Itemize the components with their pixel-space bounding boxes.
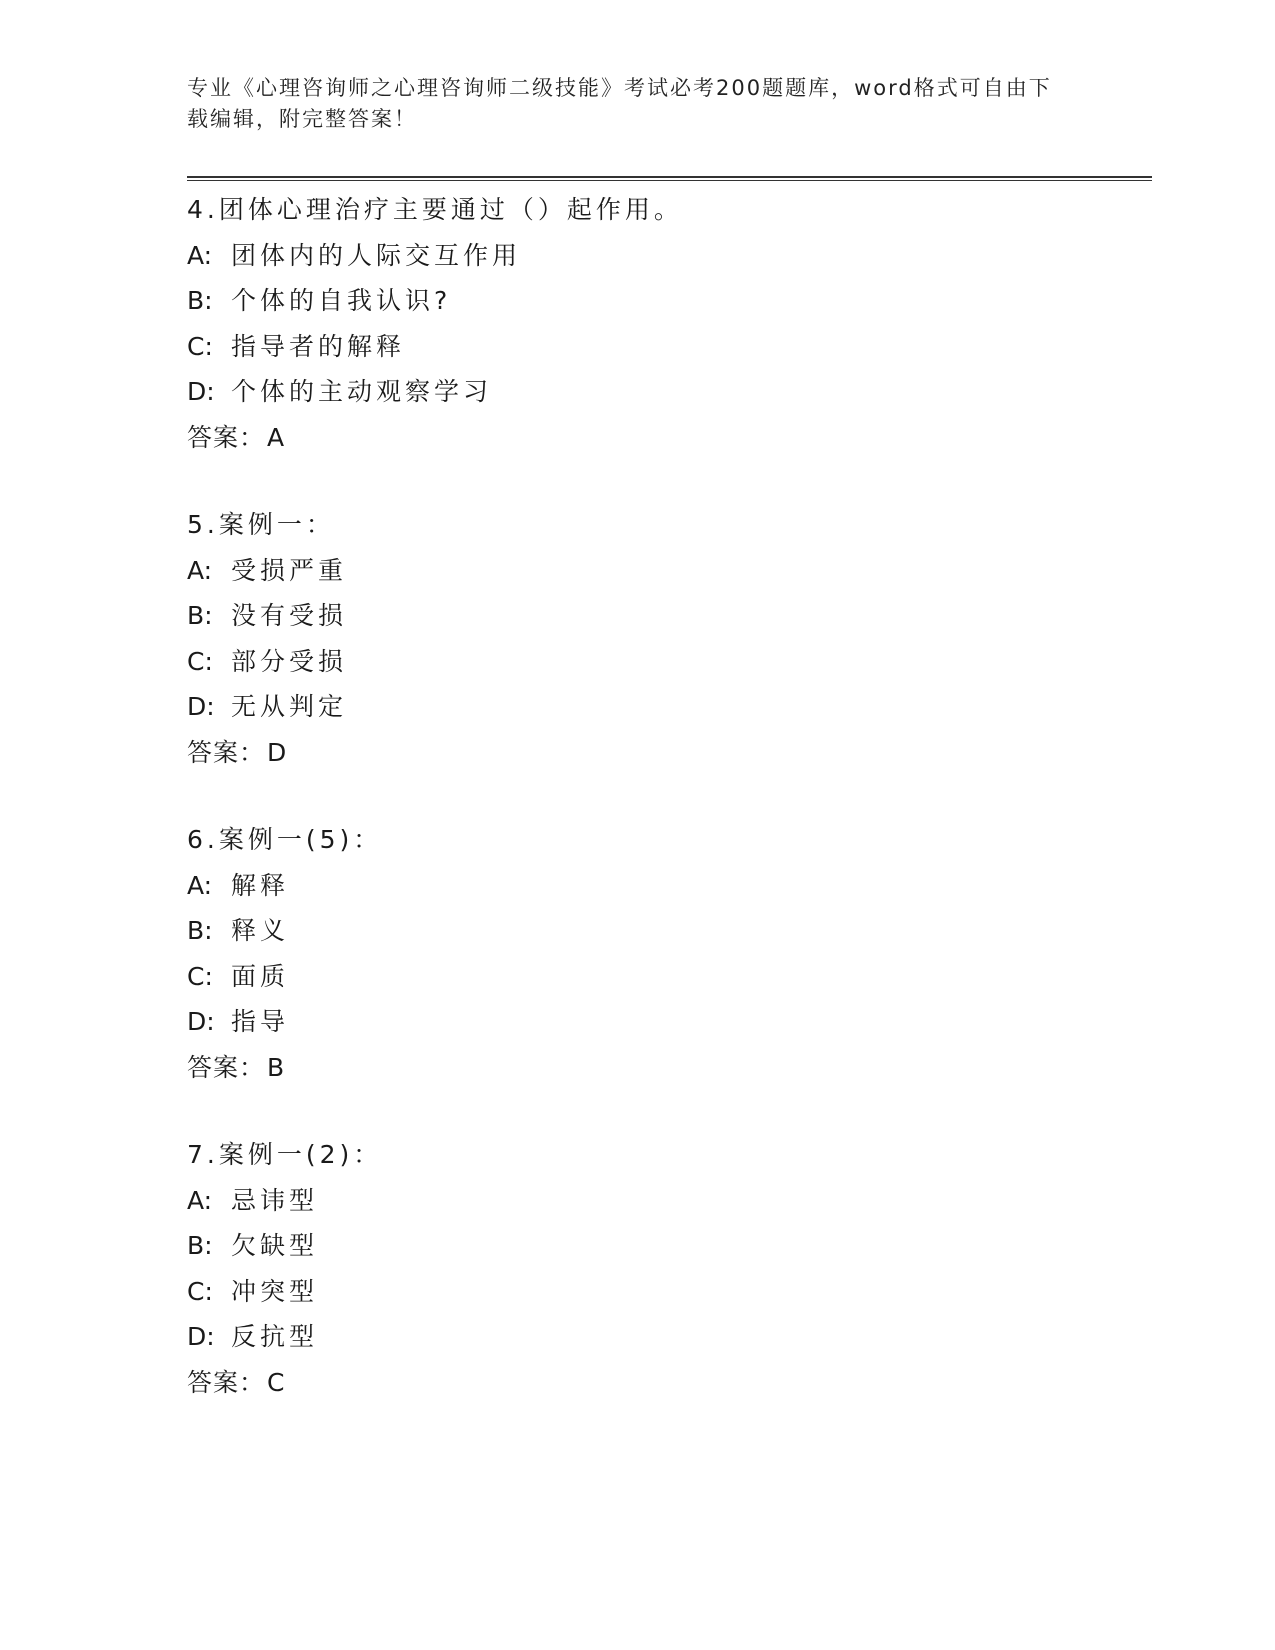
option-text: 欠缺型	[231, 1231, 319, 1260]
option-key: A:	[187, 1185, 213, 1215]
option-d	[187, 1314, 1087, 1360]
option-c	[187, 324, 1087, 370]
option-text: 个体的主动观察学习	[231, 377, 493, 406]
option-b	[187, 908, 1087, 954]
option-key: D:	[187, 1007, 215, 1036]
option-key: B:	[187, 286, 213, 315]
option-d	[187, 999, 1087, 1045]
answer-label: 答案：	[187, 422, 266, 452]
answer-line	[187, 730, 1087, 776]
question-stem: 7.案例一(2)：	[187, 1140, 383, 1169]
answer-label: 答案：	[187, 737, 266, 767]
option-d	[187, 369, 1087, 415]
question-stem: 5.案例一：	[187, 510, 335, 539]
option-key: A:	[187, 240, 213, 270]
answer-value: D	[267, 737, 288, 767]
divider-thin-line	[187, 180, 1152, 181]
divider-thick-line	[187, 176, 1152, 178]
question-block	[187, 187, 1087, 460]
option-text: 冲突型	[231, 1276, 319, 1306]
option-a	[187, 548, 1087, 594]
option-key: D:	[187, 692, 215, 721]
answer-line	[187, 1360, 1087, 1406]
option-c	[187, 954, 1087, 1000]
option-text: 释义	[231, 916, 290, 945]
question-stem: 4.团体心理治疗主要通过（）起作用。	[187, 195, 683, 224]
option-key: D:	[187, 1322, 215, 1351]
option-key: A:	[187, 870, 213, 900]
option-key: B:	[187, 1231, 213, 1260]
answer-value: A	[267, 422, 286, 452]
answer-label: 答案：	[187, 1367, 266, 1397]
option-b	[187, 1223, 1087, 1269]
option-text: 受损严重	[231, 555, 348, 585]
option-b	[187, 278, 1087, 324]
option-b	[187, 593, 1087, 639]
option-key: D:	[187, 377, 215, 406]
answer-line	[187, 415, 1087, 461]
option-key: C:	[187, 961, 213, 991]
option-c	[187, 639, 1087, 685]
option-text: 忌讳型	[231, 1185, 319, 1215]
option-key: C:	[187, 331, 213, 361]
option-text: 反抗型	[231, 1322, 319, 1351]
answer-value: C	[267, 1367, 286, 1397]
question-block	[187, 817, 1087, 1090]
option-key: A:	[187, 555, 213, 585]
option-text: 解释	[231, 870, 290, 900]
option-text: 无从判定	[231, 692, 348, 721]
option-text: 部分受损	[231, 646, 348, 676]
answer-value: B	[267, 1052, 286, 1082]
question-block	[187, 502, 1087, 775]
option-text: 指导	[231, 1007, 290, 1036]
question-stem: 6.案例一(5)：	[187, 825, 383, 854]
document-intro: 专业《心理咨询师之心理咨询师二级技能》考试必考200题题库，word格式可自由下载编辑，附完整答案！	[187, 76, 1052, 131]
option-c	[187, 1269, 1087, 1315]
option-d	[187, 684, 1087, 730]
option-text: 没有受损	[231, 601, 348, 630]
option-a	[187, 863, 1087, 909]
option-key: B:	[187, 916, 213, 945]
header-divider	[187, 176, 1152, 182]
option-text: 个体的自我认识?	[231, 286, 452, 315]
option-a	[187, 1178, 1087, 1224]
option-text: 团体内的人际交互作用	[231, 240, 522, 270]
option-text: 面质	[231, 961, 290, 991]
option-key: B:	[187, 601, 213, 630]
option-key: C:	[187, 646, 213, 676]
option-key: C:	[187, 1276, 213, 1306]
question-block	[187, 1132, 1087, 1405]
option-text: 指导者的解释	[231, 331, 406, 361]
answer-label: 答案：	[187, 1052, 266, 1082]
answer-line	[187, 1045, 1087, 1091]
option-a	[187, 233, 1087, 279]
